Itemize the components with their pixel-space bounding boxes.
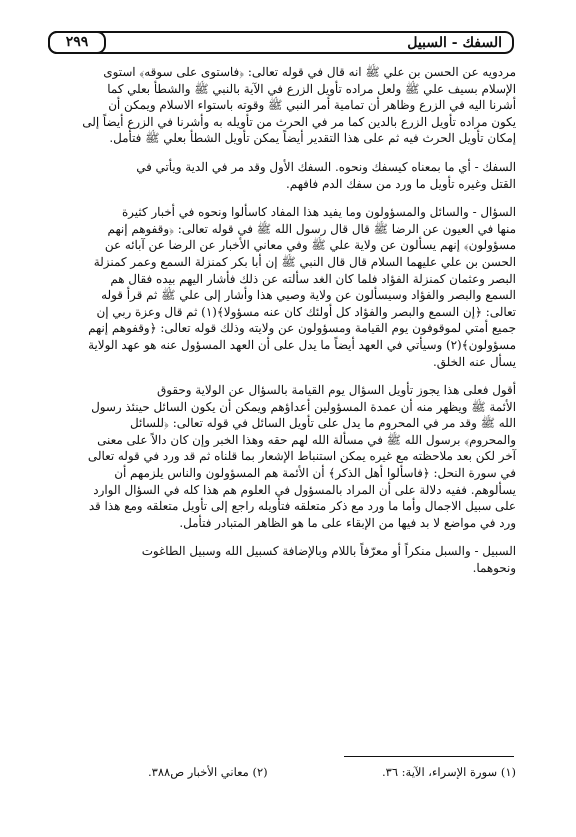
text-line: يسألوهم. ففيه دلالة على أن المراد بالمسؤول في العلوم هم هذا كله في السؤال الوارد [93,482,516,497]
text-line: يكون مراده تأويل الزرع بالدين كما مر في الحرث من تأويله به وأشرنا في الزرع أيضاً إلى [82,114,516,129]
text-line: الحسن بن علي عليهما السلام قال قال النبي ﷺ إن أبا بكر كمنزلة السمع وعمر كمنزلة [93,254,516,269]
text-line: إمكان تأويل الحرث فيه ثم على هذا التقدير أيضاً يمكن تأويل الشطأ بعلي ﷺ فتأمل. [109,131,516,146]
text-line: آخر لكن بعد ملاحظته مع غيره يمكن استنباط الإشعار بما قلناه ثم قد ورد في قوله تعالى [87,449,516,464]
text-line: السؤال - والسائل والمسؤولون وما يفيد هذا المفاد كاسألوا ونحوه في أخبار كثيرة [121,205,516,220]
footnote-1: (١) سورة الإسراء، الآية: ٣٦. [381,765,516,779]
footnotes [50,764,516,782]
text-line: مردويه عن الحسن بن علي ﷺ انه قال في قوله تعالى: ﴿فاستوى على سوقه﴾ استوى [103,65,516,79]
text-line: البصر وعثمان كمنزلة الفؤاد فلما كان الغد سألته عن ذلك فأشار اليهم بيده فقال هم [110,271,516,286]
text-line: جميع أمتي لموقوفون يوم القيامة ومسؤولون عن ولايته وذلك قوله تعالى: ﴿وقفوهم إنهم [88,321,516,336]
footnote-separator [344,756,514,757]
text-line: أقول فعلى هذا يجوز تأويل السؤال يوم القيامة بالسؤال عن الولاية وحقوق [156,383,516,398]
page-number: ٢٩٩ [48,31,106,54]
text-line: ورد في مواضع لا بد فيها من الإبقاء على ما هو الظاهر المتبادر فتأمل. [179,515,516,530]
footnote-2: (٢) معاني الأخبار ص٣٨٨. [148,765,268,779]
header-title: السفك - السبيل [407,35,502,51]
entry-sabil [50,543,516,576]
text-line: السبيل - والسبل منكراً أو معرّفاً باللام وبالإضافة كسبيل الله وسبيل الطاغوت [141,544,516,559]
text-line: تعالى: ﴿إن السمع والبصر والفؤاد كل أولئك كان عنه مسؤولا﴾(١) ثم قال وعزة ربي إن [96,304,516,319]
text-line: يسأل عنه الخلق. [432,354,516,369]
text-line: السفك - أي ما بمعناه كيسفك ونحوه. السفك الأول وقد مر في الدية ويأتي في [136,159,516,174]
text-line: في سورة النحل: ﴿فاسألوا أهل الذكر﴾ أن الأئمة هم المسؤولون والناس يلزمهم أن [114,466,516,481]
text-line: ونحوهما. [472,561,516,576]
text-line: السمع والبصر والفؤاد وسيسألون عن ولاية وصيي هذا وأشار إلى علي ﷺ ثم قرأ قوله [101,288,516,303]
text-line: مسؤولون﴾ إنهم يسألون عن ولاية علي ﷺ وفي معاني الأخبار عن الرضا عن آبائه عن [104,238,516,253]
text-line: القتل وغيره تأويل ما ورد من سفك الدم فافهم. [286,176,516,191]
paragraph-aqul [50,382,516,531]
text-line: الإسلام بسيف علي ﷺ ولعل مراده تأويل الزرع في الآية بالنبي ﷺ والشطأ بعلي كما [107,81,516,96]
running-header [48,31,514,54]
text-line: الله ﷺ وقد مر في المحروم ما يدل على تأويل السائل في قوله تعالى: ﴿للسائل [129,416,516,431]
text-line: مسؤولون﴾(٢) وسيأتي في العهد أيضاً ما يدل على أن العهد المسؤول عنه هو عهد الولاية [88,337,516,352]
text-line: على سبيل الاجمال وأما ما ورد مع ذكر متعلقه فتأويله راجع إلى تأويل متعلقه ومع هذا قد [88,499,516,514]
text-line: أشرنا اليه في الزرع وظاهر أن تمامية أمر النبي ﷺ وقوته باستواء الاسلام ويمكن أن [108,98,516,113]
paragraph-intro [50,64,516,147]
text-line: الأئمة ﷺ ويظهر منه أن عمدة المسؤولين أعداؤهم ويمكن أن يكون السائل حينئذ رسول [91,399,516,414]
text-line: والمحروم﴾ برسول الله ﷺ في مسألة الله لهم حقه وهذا الخبر وإن كان دالاً على معنى [97,432,516,447]
entry-safk [50,159,516,192]
text-line: منها في العيون عن الرضا ﷺ قال قال رسول الله ﷺ في قوله تعالى: ﴿وقفوهم إنهم [107,221,516,236]
main-text [50,64,516,577]
entry-sual [50,204,516,370]
